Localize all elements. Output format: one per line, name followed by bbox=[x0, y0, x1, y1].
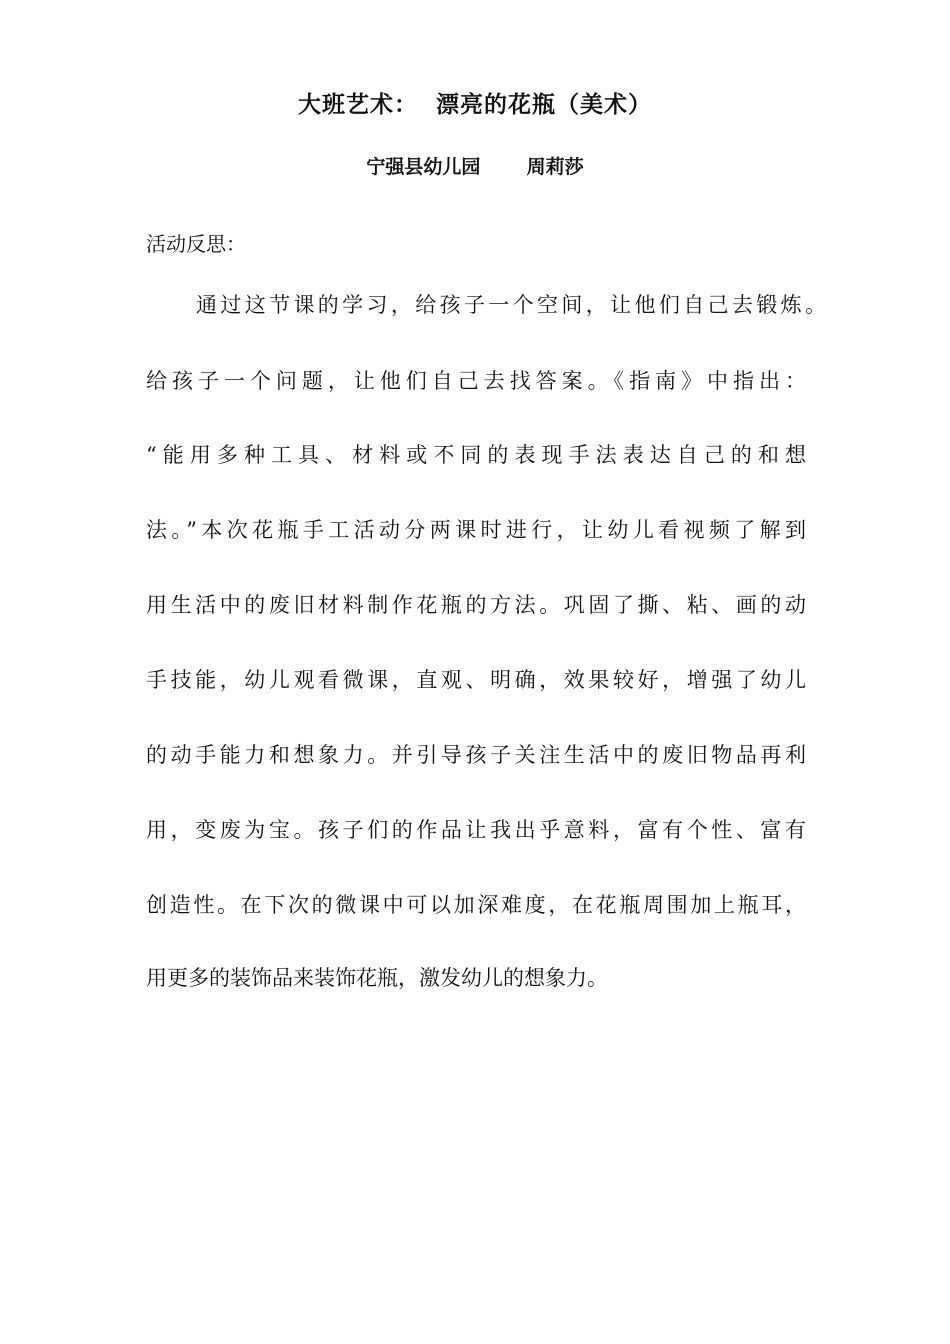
paragraph-line: 给孩子一个问题，让他们自己去找答案。《指南》中指出： bbox=[146, 369, 806, 393]
paragraph-line: 用更多的装饰品来装饰花瓶，激发幼儿的想象力。 bbox=[146, 966, 608, 990]
author-line: 宁强县幼儿园 周莉莎 bbox=[366, 156, 584, 178]
section-heading: 活动反思： bbox=[146, 232, 246, 256]
paragraph-line: 用生活中的废旧材料制作花瓶的方法。巩固了撕、粘、画的动 bbox=[146, 593, 806, 617]
paragraph-line: 的动手能力和想象力。并引导孩子关注生活中的废旧物品再利 bbox=[146, 743, 806, 767]
paragraph-line: 法。”本次花瓶手工活动分两课时进行，让幼儿看视频了解到 bbox=[146, 518, 806, 542]
paragraph-line: “能用多种工具、材料或不同的表现手法表达自己的和想 bbox=[146, 443, 806, 467]
paragraph-line: 用，变废为宝。孩子们的作品让我出乎意料，富有个性、富有 bbox=[146, 818, 806, 842]
paragraph-line: 通过这节课的学习，给孩子一个空间，让他们自己去锻炼。 bbox=[196, 293, 826, 317]
paragraph-line: 创造性。在下次的微课中可以加深难度，在花瓶周围加上瓶耳， bbox=[146, 893, 806, 917]
document-title: 大班艺术： 漂亮的花瓶（美术） bbox=[297, 91, 652, 118]
paragraph-line: 手技能，幼儿观看微课，直观、明确，效果较好，增强了幼儿 bbox=[146, 668, 806, 692]
